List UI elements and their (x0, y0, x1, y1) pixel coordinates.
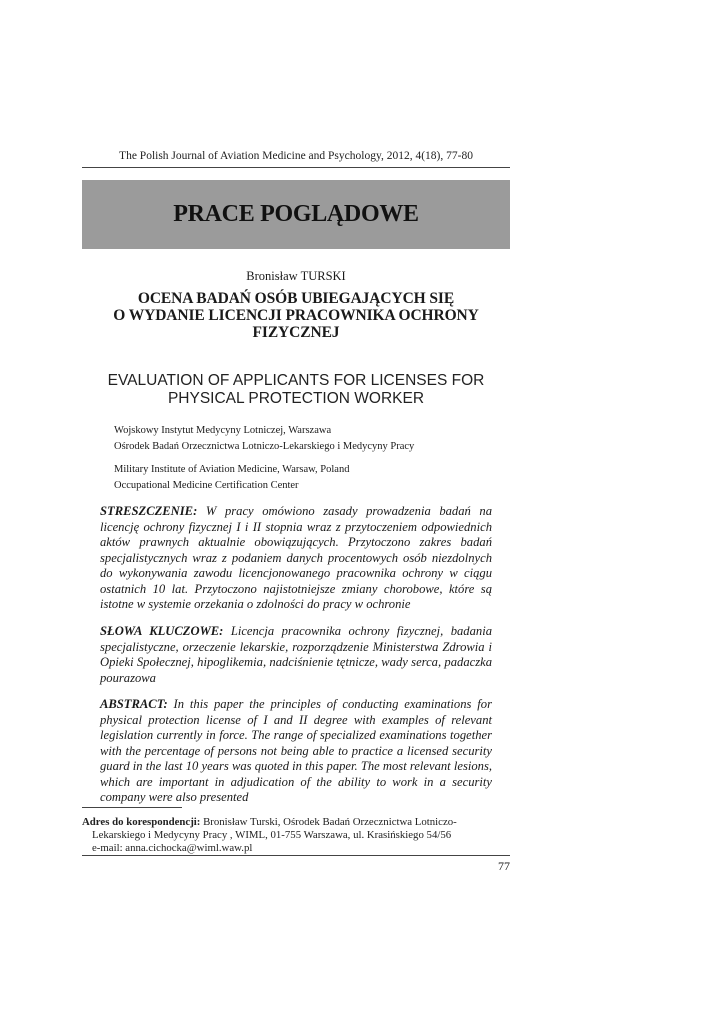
page-number: 77 (498, 859, 510, 873)
summary-text: W pracy omówiono zasady prowadzenia badań na licencję ochrony fizycznej I i II stopnia wraz z przytoczeniem odpowiednich aktów prawnych aktualnie obowiązujących. Przytoczono zakres badań specjalistycznych wraz z podaniem danych procentowych osób niezdolnych do wykonywania zawodu licencjonowanego pracownika ochrony w ciągu ostatnich 10 lat. Przytoczono najistotniejsze zmiany chorobowe, które są istotne w systemie orzekania o zdolności do pracy w ochronie (100, 504, 492, 611)
section-banner (82, 180, 510, 249)
correspondence-line: Lekarskiego i Medycyny Pracy , WIML, 01-755 Warszawa, ul. Krasińskiego 54/56 (92, 829, 452, 841)
summary-label: STRESZCZENIE: (100, 504, 198, 518)
title-polish-line: FIZYCZNEJ (252, 324, 340, 341)
footer-divider (82, 855, 510, 856)
correspondence-line: Bronisław Turski, Ośrodek Badań Orzecznictwa Lotniczo- (200, 816, 457, 828)
correspondence-footnote (82, 816, 502, 855)
abstract-english (100, 697, 492, 806)
author-name: Bronisław TURSKI (246, 269, 346, 283)
affiliation-english (114, 462, 494, 494)
journal-header: The Polish Journal of Aviation Medicine and Psychology, 2012, 4(18), 77-80 (119, 150, 473, 162)
section-title: PRACE POGLĄDOWE (173, 201, 419, 227)
header-divider (82, 167, 510, 168)
summary-polish (100, 504, 492, 613)
correspondence-email[interactable]: e-mail: anna.cichocka@wiml.waw.pl (92, 842, 253, 854)
title-english-line: EVALUATION OF APPLICANTS FOR LICENSES FOR (107, 372, 485, 389)
affiliation-line: Military Institute of Aviation Medicine, Warsaw, Poland (114, 464, 350, 475)
title-polish-line: OCENA BADAŃ OSÓB UBIEGAJĄCYCH SIĘ (137, 290, 455, 307)
affiliation-line: Wojskowy Instytut Medycyny Lotniczej, Warszawa (114, 425, 332, 436)
abstract-text: In this paper the principles of conducting examinations for physical protection license of I and II degree with examples of relevant legislation currently in force. The range of specialized examinations together with the percentage of persons not being able to practice a licensed security guard in the last 10 years was quoted in this paper. The most relevant lesions, which are important in adjudication of the ability to work in a security company were also presented (100, 697, 492, 804)
title-polish-line: O WYDANIE LICENCJI PRACOWNIKA OCHRONY (113, 307, 479, 324)
title-polish (90, 290, 502, 341)
keywords-polish (100, 624, 492, 686)
affiliation-line: Ośrodek Badań Orzecznictwa Lotniczo-Lekarskiego i Medycyny Pracy (114, 441, 415, 452)
correspondence-label: Adres do korespondencji: (82, 816, 201, 828)
footnote-divider (82, 807, 182, 808)
abstract-label: ABSTRACT: (100, 697, 168, 711)
keywords-label: SŁOWA KLUCZOWE: (100, 624, 224, 638)
affiliation-line: Occupational Medicine Certification Center (114, 480, 299, 491)
title-english (82, 372, 510, 408)
keywords-text: Licencja pracownika ochrony fizycznej, badania specjalistyczne, orzeczenie lekarskie, rozporządzenie Ministerstwa Zdrowia i Opieki Społecznej, hipoglikemia, nadciśnienie tętnicze, wady serca, padaczka pourazowa (100, 624, 492, 685)
affiliation-polish (114, 423, 494, 455)
title-english-line: PHYSICAL PROTECTION WORKER (167, 390, 425, 407)
